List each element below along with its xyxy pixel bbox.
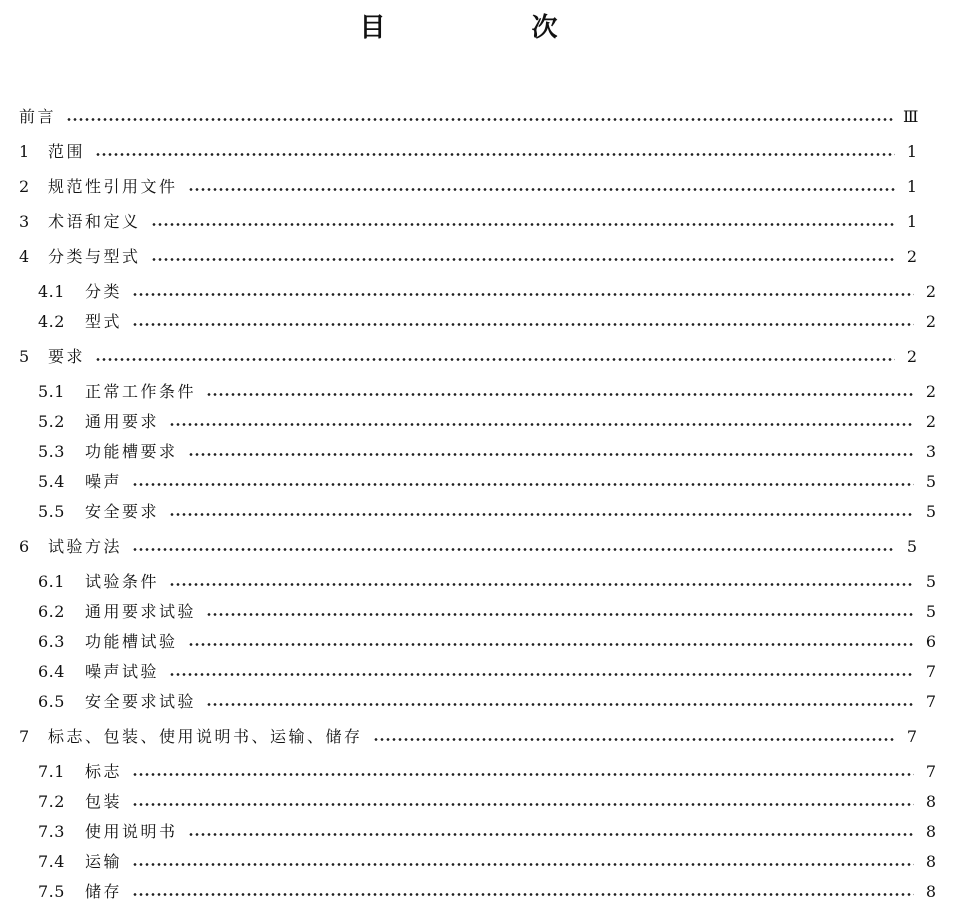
dot-leader — [188, 453, 914, 456]
toc-entry-page: 2 — [925, 382, 936, 401]
toc-entry-label: 试验条件 — [85, 572, 160, 591]
dot-leader — [169, 673, 914, 676]
dot-leader — [373, 738, 895, 741]
toc-entry-number: 4.2 — [38, 312, 65, 331]
toc-entry-number: 5.2 — [38, 412, 65, 431]
toc-entry[interactable] — [0, 690, 955, 714]
toc-entry[interactable] — [0, 500, 955, 524]
toc-entry[interactable] — [0, 440, 955, 464]
toc-entry-label: 安全要求 — [85, 502, 160, 521]
toc-entry[interactable] — [0, 725, 936, 749]
toc-entry-page: 5 — [906, 537, 917, 556]
toc-entry-page: 2 — [906, 247, 917, 266]
dot-leader — [132, 773, 914, 776]
dot-leader — [206, 703, 914, 706]
toc-entry-page: 2 — [906, 347, 917, 366]
dot-leader — [132, 483, 914, 486]
toc-entry-number: 4.1 — [38, 282, 65, 301]
toc-entry-page: 8 — [925, 852, 936, 871]
toc-entry-label: 噪声试验 — [85, 662, 160, 681]
toc-entry[interactable] — [0, 410, 955, 434]
toc-entry-page: 1 — [906, 142, 917, 161]
toc-entry-number: 1 — [19, 142, 30, 161]
toc-entry-label: 术语和定义 — [48, 212, 141, 231]
toc-entry-number: 5 — [19, 347, 30, 366]
dot-leader — [188, 833, 914, 836]
toc-entry[interactable] — [0, 470, 955, 494]
dot-leader — [132, 803, 914, 806]
toc-entry-page: 5 — [925, 602, 936, 621]
toc-entry[interactable] — [0, 280, 955, 304]
toc-entry[interactable] — [0, 105, 936, 129]
toc-entry[interactable] — [0, 570, 955, 594]
toc-entry-number: 7.2 — [38, 792, 65, 811]
toc-entry-page: 8 — [925, 792, 936, 811]
toc-entry-page: 3 — [925, 442, 936, 461]
toc-entry-label: 标志 — [85, 762, 123, 781]
toc-entry[interactable] — [0, 880, 955, 904]
toc-entry-page: 2 — [925, 412, 936, 431]
dot-leader — [151, 223, 895, 226]
toc-entry-label: 前言 — [19, 107, 57, 126]
toc-entry-label: 型式 — [85, 312, 123, 331]
toc-entry-page: 5 — [925, 572, 936, 591]
toc-entry-page: 7 — [925, 662, 936, 681]
toc-entry-number: 3 — [19, 212, 30, 231]
dot-leader — [95, 358, 895, 361]
toc-entry[interactable] — [0, 600, 955, 624]
dot-leader — [132, 863, 914, 866]
toc-entry-page: 6 — [925, 632, 936, 651]
dot-leader — [95, 153, 895, 156]
toc-entry-page: 1 — [906, 212, 917, 231]
toc-entry[interactable] — [0, 660, 955, 684]
toc-entry-number: 6.1 — [38, 572, 65, 591]
toc-entry[interactable] — [0, 820, 955, 844]
toc-entry-page: Ⅲ — [903, 107, 919, 126]
toc-entry[interactable] — [0, 245, 936, 269]
toc-entry[interactable] — [0, 175, 936, 199]
toc-entry-page: 7 — [906, 727, 917, 746]
page-title: 目 次 — [359, 13, 618, 43]
toc-entry-number: 5.1 — [38, 382, 65, 401]
toc-entry-page: 5 — [925, 502, 936, 521]
toc-entry-label: 使用说明书 — [85, 822, 178, 841]
toc-entry-label: 通用要求 — [85, 412, 160, 431]
toc-entry-page: 1 — [906, 177, 917, 196]
toc-entry[interactable] — [0, 850, 955, 874]
dot-leader — [188, 643, 914, 646]
toc-entry-number: 5.4 — [38, 472, 65, 491]
toc-entry-label: 安全要求试验 — [85, 692, 197, 711]
toc-entry-number: 6.5 — [38, 692, 65, 711]
toc-entry-page: 2 — [925, 312, 936, 331]
toc-entry-number: 7 — [19, 727, 30, 746]
toc-entry[interactable] — [0, 630, 955, 654]
toc-entry-label: 包装 — [85, 792, 123, 811]
toc-entry-number: 6 — [19, 537, 30, 556]
toc-entry-page: 8 — [925, 822, 936, 841]
toc-entry-page: 2 — [925, 282, 936, 301]
dot-leader — [132, 548, 895, 551]
dot-leader — [188, 188, 895, 191]
toc-entry-number: 6.4 — [38, 662, 65, 681]
toc-entry-label: 标志、包装、使用说明书、运输、储存 — [48, 727, 363, 746]
dot-leader — [169, 423, 914, 426]
toc-entry-label: 功能槽试验 — [85, 632, 178, 651]
toc-entry-label: 储存 — [85, 882, 123, 901]
toc-entry-number: 5.3 — [38, 442, 65, 461]
toc-entry[interactable] — [0, 380, 955, 404]
dot-leader — [206, 613, 914, 616]
toc-entry-number: 6.2 — [38, 602, 65, 621]
toc-entry[interactable] — [0, 760, 955, 784]
toc-entry-page: 7 — [925, 692, 936, 711]
toc-entry-number: 7.4 — [38, 852, 65, 871]
toc-entry-label: 运输 — [85, 852, 123, 871]
toc-entry[interactable] — [0, 535, 936, 559]
toc-entry-number: 7.1 — [38, 762, 65, 781]
dot-leader — [151, 258, 895, 261]
dot-leader — [169, 583, 914, 586]
dot-leader — [66, 118, 895, 121]
toc-entry-label: 分类与型式 — [48, 247, 141, 266]
toc-entry-label: 分类 — [85, 282, 123, 301]
dot-leader — [132, 893, 914, 896]
dot-leader — [169, 513, 914, 516]
toc-entry-label: 噪声 — [85, 472, 123, 491]
toc-entry-number: 5.5 — [38, 502, 65, 521]
toc-entry[interactable] — [0, 345, 936, 369]
toc-entry[interactable] — [0, 210, 936, 234]
toc-entry-page: 5 — [925, 472, 936, 491]
toc-entry-number: 2 — [19, 177, 30, 196]
toc-entry-page: 8 — [925, 882, 936, 901]
dot-leader — [132, 323, 914, 326]
dot-leader — [132, 293, 914, 296]
toc-entry-number: 6.3 — [38, 632, 65, 651]
toc-entry-page: 7 — [925, 762, 936, 781]
toc-entry-label: 正常工作条件 — [85, 382, 197, 401]
toc-entry-number: 7.3 — [38, 822, 65, 841]
toc-entry-label: 规范性引用文件 — [48, 177, 178, 196]
toc-entry[interactable] — [0, 790, 955, 814]
toc-entry-label: 范围 — [48, 142, 86, 161]
toc-entry-number: 7.5 — [38, 882, 65, 901]
toc-entry-label: 功能槽要求 — [85, 442, 178, 461]
toc-entry[interactable] — [0, 310, 955, 334]
toc-entry-label: 试验方法 — [48, 537, 123, 556]
toc-entry-label: 要求 — [48, 347, 86, 366]
toc-entry-label: 通用要求试验 — [85, 602, 197, 621]
dot-leader — [206, 393, 914, 396]
toc-entry-number: 4 — [19, 247, 30, 266]
toc-entry[interactable] — [0, 140, 936, 164]
